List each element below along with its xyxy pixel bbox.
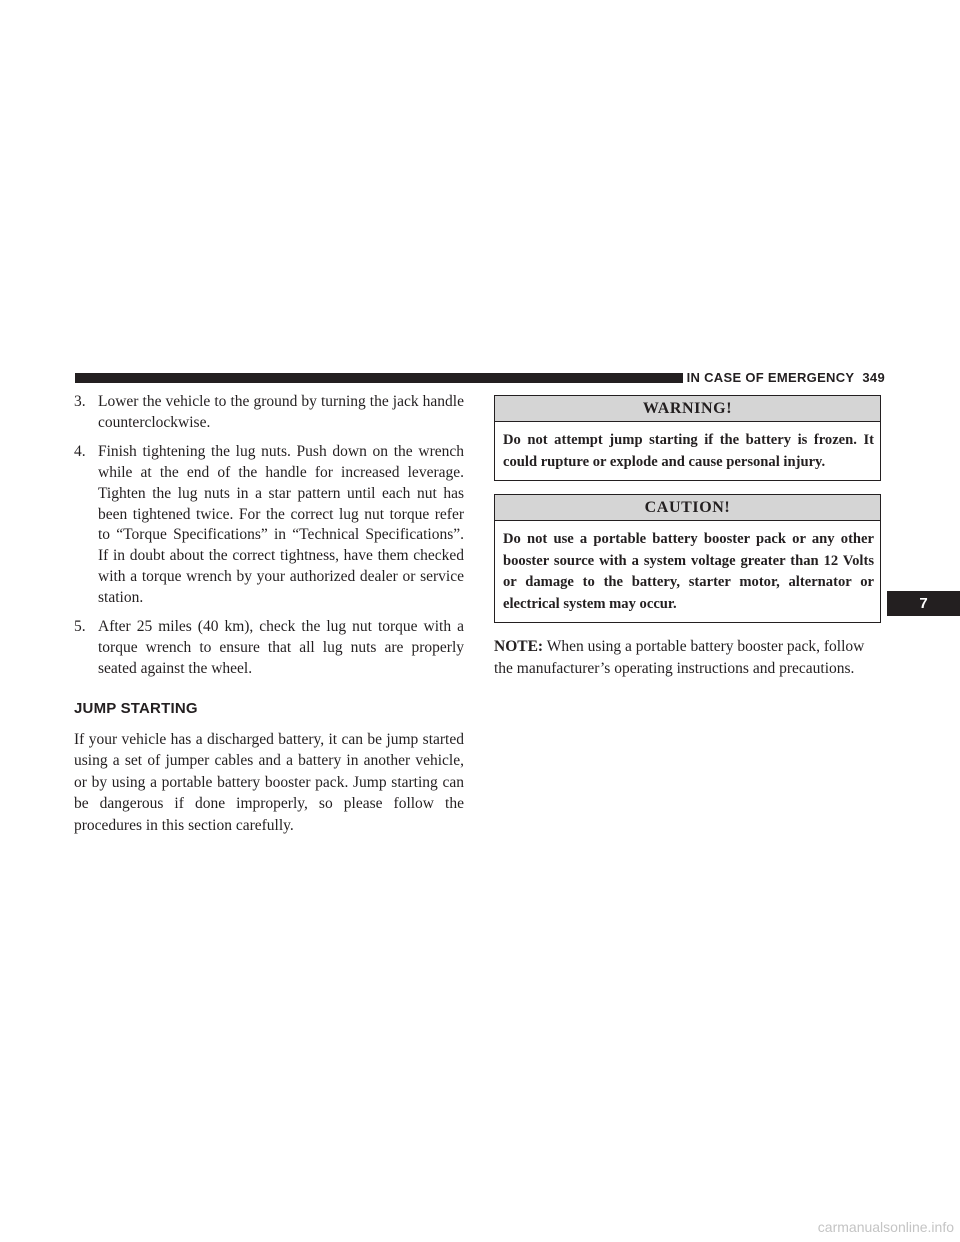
caution-text: Do not use a portable battery booster pack or any other booster source with a system voltage greater than 12 Volts or damage to the battery, starter motor, alternator or electrical system may occur. bbox=[503, 531, 874, 612]
step-item bbox=[74, 617, 464, 680]
chapter-tab: 7 bbox=[887, 591, 960, 616]
caution-title: CAUTION! bbox=[495, 495, 880, 521]
note-paragraph bbox=[494, 636, 881, 679]
left-column bbox=[74, 392, 464, 836]
step-item bbox=[74, 392, 464, 434]
header-rule bbox=[75, 373, 683, 383]
step-number: 3. bbox=[74, 393, 86, 410]
step-number: 5. bbox=[74, 618, 86, 636]
right-column bbox=[494, 395, 881, 679]
warning-box bbox=[494, 395, 881, 481]
page-number: 349 bbox=[862, 370, 885, 385]
step-text: Finish tightening the lug nuts. Push down on the wrench while at the end of the handle for increased leverage. Tighten the lug nuts in a star pattern until each nut has been tightened twice. For the correct lug nut torque refer to “Torque Specifications” in “Technical Specifications”. If in doubt about the correct tightness, have them checked with a torque wrench by your authorized dealer or service station. bbox=[98, 442, 464, 607]
note-label: NOTE: bbox=[494, 638, 544, 655]
caution-box bbox=[494, 494, 881, 623]
section-title: IN CASE OF EMERGENCY bbox=[686, 370, 855, 385]
procedure-steps bbox=[74, 392, 464, 680]
warning-text: Do not attempt jump starting if the battery is frozen. It could rupture or explode and cause personal injury. bbox=[503, 432, 874, 470]
page-header bbox=[75, 368, 885, 390]
step-text: After 25 miles (40 km), check the lug nut torque with a torque wrench to ensure that all lug nuts are properly seated against the wheel. bbox=[98, 618, 464, 677]
section-heading: JUMP STARTING bbox=[74, 699, 198, 717]
watermark: carmanualsonline.info bbox=[817, 1219, 954, 1235]
warning-title: WARNING! bbox=[495, 396, 880, 422]
header-text bbox=[687, 368, 885, 388]
jump-starting-paragraph: If your vehicle has a discharged battery, it can be jump started using a set of jumper cables and a battery in another vehicle, or by using a portable battery booster pack. Jump starting can be dangerous if done improperly, so please follow the procedures in this section carefully. bbox=[74, 730, 464, 834]
step-text: Lower the vehicle to the ground by turning the jack handle counterclockwise. bbox=[98, 393, 464, 431]
step-number: 4. bbox=[74, 442, 86, 460]
step-item bbox=[74, 442, 464, 609]
note-text: When using a portable battery booster pack, follow the manufacturer’s operating instructions and precautions. bbox=[494, 638, 865, 677]
